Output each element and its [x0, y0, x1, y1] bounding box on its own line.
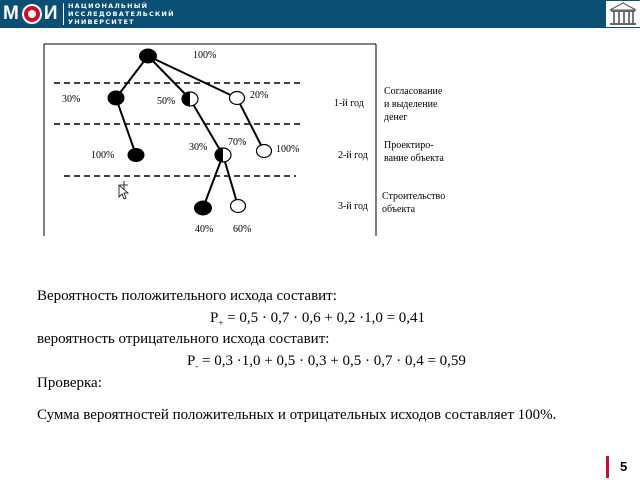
node-100a [128, 148, 145, 162]
page-number: 5 [620, 459, 628, 474]
page-number-accent [606, 456, 609, 478]
edge-30-100 [116, 98, 136, 155]
label-60: 60% [233, 224, 252, 235]
edge-70-60 [223, 155, 238, 206]
negative-outcome-text: вероятность отрицательного исхода составит: [37, 331, 330, 347]
stage-desc-1-line-2: и выделение [384, 99, 438, 110]
label-100b: 100% [276, 144, 300, 155]
node-30 [108, 91, 125, 106]
sum-statement: Сумма вероятностей положительных и отрицательных исходов составляет 100%. [37, 407, 557, 423]
positive-outcome-text: Вероятность положительного исхода составит: [37, 288, 337, 304]
stage-desc-3-line-1: Строительство [382, 191, 446, 202]
edge-root-20 [148, 56, 237, 98]
check-heading: Проверка: [37, 375, 102, 391]
positive-formula-p: P [210, 310, 219, 326]
building-icon [606, 1, 640, 27]
positive-formula [210, 310, 425, 328]
edge-root-50 [148, 56, 190, 99]
label-20: 20% [250, 90, 269, 101]
logo-letter-m: М [3, 3, 20, 24]
stage-desc-1-line-1: Согласование [384, 86, 443, 97]
positive-formula-body: = 0,5 · 0,7 · 0,6 + 0,2 ·1,0 = 0,41 [223, 310, 426, 326]
stage-year-1: 1-й год [334, 98, 364, 109]
negative-formula [187, 353, 466, 371]
label-30: 30% [62, 94, 81, 105]
label-100a: 100% [91, 150, 115, 161]
node-20 [230, 92, 245, 105]
university-name [68, 2, 175, 26]
node-100b [257, 145, 272, 158]
university-name-line-1: НАЦИОНАЛЬНЫЙ [68, 2, 149, 10]
label-root: 100% [193, 50, 217, 61]
negative-formula-p: P [187, 353, 196, 369]
mouse-cursor-icon [119, 181, 128, 199]
stage-desc-3-line-2: объекта [382, 204, 416, 215]
node-50-half [182, 92, 190, 106]
label-50: 50% [157, 96, 176, 107]
stage-year-3: 3-й год [338, 201, 368, 212]
node-40 [194, 201, 212, 216]
university-name-line-2: ИССЛЕДОВАТЕЛЬСКИЙ [68, 10, 175, 18]
stage-desc-2-line-2: вание объекта [384, 153, 444, 164]
negative-formula-body: = 0,3 ·1,0 + 0,5 · 0,3 + 0,5 · 0,7 · 0,4 = 0,59 [198, 353, 466, 369]
negative-formula-sub: - [195, 361, 199, 371]
edge-70-40 [203, 155, 223, 208]
university-name-line-3: УНИВЕРСИТЕТ [68, 18, 135, 26]
logo-divider [63, 3, 64, 25]
positive-formula-sub: + [218, 318, 224, 328]
node-70-half [215, 148, 223, 162]
label-70: 70% [228, 137, 247, 148]
label-30b: 30% [189, 142, 208, 153]
stage-desc-1-line-3: денег [384, 112, 408, 123]
university-logo [3, 2, 58, 26]
logo-letter-i: И [43, 3, 59, 24]
node-60 [231, 200, 246, 213]
node-root [139, 49, 157, 64]
header-bar [0, 0, 640, 28]
emblem-icon [22, 4, 42, 24]
label-40: 40% [195, 224, 214, 235]
decision-tree-diagram [0, 28, 640, 243]
stage-desc-2-line-1: Проектиро- [384, 140, 434, 151]
stage-year-2: 2-й год [338, 150, 368, 161]
